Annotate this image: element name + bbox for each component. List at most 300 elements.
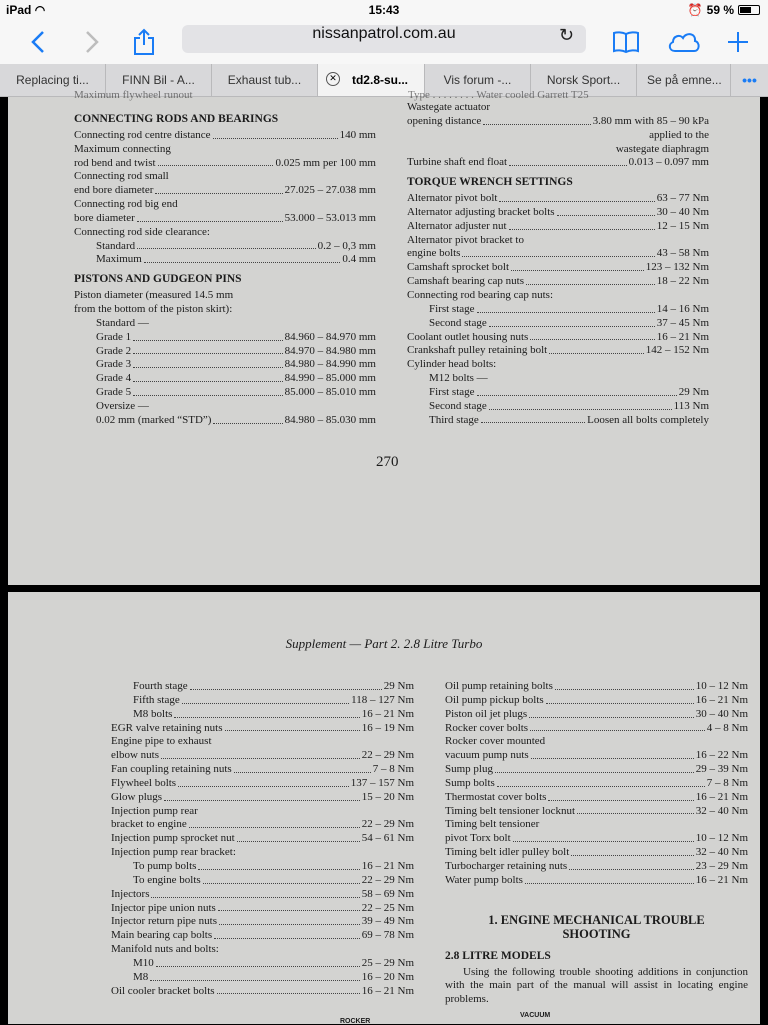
leader-dots xyxy=(237,832,360,842)
spec-value: 22 – 25 Nm xyxy=(361,901,414,914)
spec-text: Engine pipe to exhaust xyxy=(111,735,212,748)
spec-value: 0.013 – 0.097 mm xyxy=(628,156,709,169)
spec-row xyxy=(74,184,376,198)
spec-value: 69 – 78 Nm xyxy=(361,929,414,942)
spec-label: M8 xyxy=(133,970,149,983)
wifi-icon: ◠ xyxy=(34,3,46,17)
spec-label: Grade 3 xyxy=(96,358,132,371)
spec-label: Camshaft sprocket bolt xyxy=(407,261,510,274)
spec-row xyxy=(74,358,376,372)
spec-row xyxy=(445,791,748,805)
spec-value: 142 – 152 Nm xyxy=(645,344,709,357)
spec-row xyxy=(111,791,414,805)
tab-5[interactable]: Vis forum -... xyxy=(425,64,531,96)
spec-text: wastegate diaphragm xyxy=(615,142,709,155)
leader-dots xyxy=(481,414,585,424)
new-tab-icon[interactable] xyxy=(722,26,754,58)
spec-value: 22 – 29 Nm xyxy=(361,873,414,886)
spec-text: Rocker cover mounted xyxy=(445,735,546,748)
leader-dots xyxy=(489,400,672,410)
spec-row xyxy=(74,386,376,400)
spec-value: 23 – 29 Nm xyxy=(695,859,748,872)
spec-value: 84.970 – 84.980 mm xyxy=(284,344,376,357)
spec-text: Connecting rod side clearance: xyxy=(74,225,210,238)
spec-label: To engine bolts xyxy=(133,873,201,886)
spec-value: 63 – 77 Nm xyxy=(656,192,709,205)
spec-label: Water pump bolts xyxy=(445,873,523,886)
spec-label: Main bearing cap bolts xyxy=(111,929,213,942)
leader-dots xyxy=(513,832,694,842)
spec-text: Injection pump rear xyxy=(111,804,198,817)
spec-row xyxy=(407,156,709,170)
spec-row xyxy=(407,400,709,414)
battery-status xyxy=(688,3,760,17)
spec-row xyxy=(111,832,414,846)
leader-dots xyxy=(509,156,627,166)
leader-dots xyxy=(133,358,283,368)
spec-row xyxy=(445,763,748,777)
tab-2[interactable]: FINN Bil - A... xyxy=(106,64,212,96)
leader-dots xyxy=(509,220,655,230)
leader-dots xyxy=(203,874,360,884)
spec-row xyxy=(111,777,414,791)
spec-label: M8 bolts xyxy=(133,707,173,720)
spec-label: Oil pump retaining bolts xyxy=(445,680,553,692)
leader-dots xyxy=(571,846,693,856)
spec-row xyxy=(445,777,748,791)
spec-label: Fifth stage xyxy=(133,693,180,706)
spec-value: 37 – 45 Nm xyxy=(656,316,709,329)
leader-dots xyxy=(161,749,360,759)
spec-value: 137 – 157 Nm xyxy=(350,776,414,789)
leader-dots xyxy=(164,791,360,801)
spec-value: 16 – 21 Nm xyxy=(656,330,709,343)
spec-row xyxy=(445,708,748,722)
leader-dots xyxy=(137,212,283,222)
spec-label: rod bend and twist xyxy=(74,156,156,169)
spec-row xyxy=(111,722,414,736)
spec-label: Coolant outlet housing nuts xyxy=(407,330,529,343)
spec-row xyxy=(407,275,709,289)
spec-row xyxy=(111,902,414,916)
spec-value: 30 – 40 Nm xyxy=(695,707,748,720)
torque-column-left xyxy=(111,680,414,998)
battery-percent: 59 % xyxy=(706,3,734,17)
spec-text: M12 bolts — xyxy=(429,372,488,385)
leader-dots xyxy=(218,902,360,912)
spec-label: Second stage xyxy=(429,316,487,329)
spec-label: elbow nuts xyxy=(111,749,159,762)
spec-column-left xyxy=(74,107,376,428)
spec-row xyxy=(407,331,709,345)
spec-value: 7 – 8 Nm xyxy=(372,763,414,776)
spec-value: 16 – 21 Nm xyxy=(361,859,414,872)
spec-value: 43 – 58 Nm xyxy=(656,247,709,260)
spec-label: Injector pipe union nuts xyxy=(111,901,216,914)
leader-dots xyxy=(178,777,349,787)
leader-dots xyxy=(477,303,655,313)
spec-row xyxy=(445,694,748,708)
spec-value: 0.4 mm xyxy=(342,253,376,266)
leader-dots xyxy=(198,860,359,870)
leader-dots xyxy=(182,694,349,704)
spec-row xyxy=(111,763,414,777)
spec-label: Alternator adjuster nut xyxy=(407,219,507,232)
spec-row xyxy=(407,247,709,261)
spec-row xyxy=(111,985,414,999)
section-heading: CONNECTING RODS AND BEARINGS xyxy=(74,113,279,125)
tab-7-label: Se på emne... xyxy=(647,73,722,87)
spec-value: 32 – 40 Nm xyxy=(695,846,748,859)
leader-dots xyxy=(151,888,359,898)
spec-value: 25 – 29 Nm xyxy=(361,956,414,969)
spec-label: Standard xyxy=(96,239,136,252)
spec-value: 84.980 – 85.030 mm xyxy=(284,413,376,426)
spec-text: applied to the xyxy=(649,128,709,141)
trouble-shooting-section xyxy=(445,906,748,1006)
spec-value: 123 – 132 Nm xyxy=(645,261,709,274)
leader-dots xyxy=(511,261,644,271)
spec-label: opening distance xyxy=(407,114,482,127)
url-text: nissanpatrol.com.au xyxy=(312,25,456,42)
spec-value: 0.025 mm per 100 mm xyxy=(275,156,376,169)
spec-row xyxy=(111,915,414,929)
spec-row xyxy=(407,192,709,206)
scanned-page-270 xyxy=(8,89,760,585)
spec-label: bore diameter xyxy=(74,211,135,224)
leader-dots xyxy=(489,317,655,327)
spec-label: Second stage xyxy=(429,399,487,412)
leader-dots xyxy=(526,275,655,285)
spec-value: 84.980 – 84.990 mm xyxy=(284,358,376,371)
spec-row xyxy=(445,722,748,736)
spec-label: Oil cooler bracket bolts xyxy=(111,984,215,997)
spec-label: Glow plugs xyxy=(111,790,163,803)
spec-value: 84.990 – 85.000 mm xyxy=(284,372,376,385)
spec-label: pivot Torx bolt xyxy=(445,832,511,845)
forward-icon[interactable] xyxy=(76,26,108,58)
spec-row xyxy=(111,708,414,722)
leader-dots xyxy=(133,372,283,382)
tab-active-label: td2.8-su... xyxy=(351,73,408,87)
spec-label: Connecting rod centre distance xyxy=(74,128,211,141)
spec-label: Grade 2 xyxy=(96,344,132,357)
leader-dots xyxy=(225,722,360,732)
cut-off-line-left: Maximum flywheel runout xyxy=(74,89,193,101)
leader-dots xyxy=(155,184,282,194)
spec-row xyxy=(111,860,414,874)
spec-value: 18 – 22 Nm xyxy=(656,275,709,288)
spec-label: To pump bolts xyxy=(133,859,197,872)
spec-label: vacuum pump nuts xyxy=(445,749,529,762)
leader-dots xyxy=(156,957,360,967)
spec-text: from the bottom of the piston skirt): xyxy=(74,302,233,315)
leader-dots xyxy=(483,115,590,125)
spec-label: Grade 5 xyxy=(96,386,132,399)
leader-dots xyxy=(133,386,283,396)
leader-dots xyxy=(217,985,360,995)
spec-label: Grade 4 xyxy=(96,372,132,385)
spec-label: Alternator adjusting bracket bolts xyxy=(407,205,555,218)
browser-toolbar xyxy=(0,20,768,64)
spec-value: 4 – 8 Nm xyxy=(706,721,748,734)
spec-row xyxy=(407,220,709,234)
spec-label: Injector return pipe nuts xyxy=(111,915,217,928)
spec-text: Timing belt tensioner xyxy=(445,818,540,831)
spec-value: 118 – 127 Nm xyxy=(351,693,414,706)
spec-text: Piston diameter (measured 14.5 mm xyxy=(74,289,234,302)
spec-row xyxy=(74,345,376,359)
spec-value: 15 – 20 Nm xyxy=(361,790,414,803)
leader-dots xyxy=(190,680,382,690)
spec-value: 10 – 12 Nm xyxy=(695,680,748,692)
page-number: 270 xyxy=(376,454,399,470)
spec-value: 22 – 29 Nm xyxy=(361,818,414,831)
spec-label: Crankshaft pulley retaining bolt xyxy=(407,344,548,357)
spec-text: Manifold nuts and bolts: xyxy=(111,943,219,956)
bookmarks-icon[interactable] xyxy=(610,26,642,58)
spec-row xyxy=(74,331,376,345)
spec-value: 85.000 – 85.010 mm xyxy=(284,386,376,399)
spec-row xyxy=(74,253,376,267)
spec-label: First stage xyxy=(429,302,475,315)
leader-dots xyxy=(174,708,359,718)
leader-dots xyxy=(555,680,694,690)
leader-dots xyxy=(549,344,644,354)
spec-label: Camshaft bearing cap nuts xyxy=(407,275,524,288)
spec-row xyxy=(111,680,414,694)
leader-dots xyxy=(529,708,694,718)
leader-dots xyxy=(499,192,654,202)
spec-value: 29 Nm xyxy=(383,680,414,692)
spec-column-right xyxy=(407,101,709,427)
back-icon[interactable] xyxy=(22,26,54,58)
leader-dots xyxy=(531,749,694,759)
spec-row xyxy=(407,414,709,428)
spec-row xyxy=(407,303,709,317)
spec-value: 39 – 49 Nm xyxy=(361,915,414,928)
spec-text: Wastegate actuator xyxy=(407,101,491,113)
spec-label: Thermostat cover bolts xyxy=(445,790,547,803)
spec-label: Sump bolts xyxy=(445,776,495,789)
spec-row xyxy=(407,386,709,400)
leader-dots xyxy=(214,929,360,939)
spec-value: 16 – 21 Nm xyxy=(361,984,414,997)
leader-dots xyxy=(234,763,371,773)
section-title: 1. ENGINE MECHANICAL TROUBLE SHOOTING xyxy=(488,913,705,941)
spec-label: Maximum xyxy=(96,253,142,266)
spec-value: 30 – 40 Nm xyxy=(656,205,709,218)
spec-value: 0.2 – 0,3 mm xyxy=(317,239,376,252)
spec-text: Connecting rod small xyxy=(74,170,169,183)
spec-row xyxy=(111,971,414,985)
spec-label: bracket to engine xyxy=(111,818,187,831)
spec-value: 54 – 61 Nm xyxy=(361,832,414,845)
spec-row xyxy=(445,805,748,819)
spec-label: EGR valve retaining nuts xyxy=(111,721,223,734)
spec-value: 32 – 40 Nm xyxy=(695,804,748,817)
spec-label: Flywheel bolts xyxy=(111,776,177,789)
battery-icon xyxy=(738,5,760,15)
spec-value: 12 – 15 Nm xyxy=(656,219,709,232)
cut-off-line-right: Type . . . . . . . . Water cooled Garrett T25 xyxy=(408,89,589,101)
spec-label: Third stage xyxy=(429,413,479,426)
spec-label: Injection pump sprocket nut xyxy=(111,832,235,845)
spec-value: 16 – 21 Nm xyxy=(695,790,748,803)
spec-label: Timing belt tensioner locknut xyxy=(445,804,576,817)
spec-value: 53.000 – 53.013 mm xyxy=(284,211,376,224)
spec-label: Turbine shaft end float xyxy=(407,156,508,169)
spec-row xyxy=(445,680,748,694)
spec-value: 29 – 39 Nm xyxy=(695,763,748,776)
spec-value: 22 – 29 Nm xyxy=(361,749,414,762)
spec-value: 16 – 19 Nm xyxy=(361,721,414,734)
spec-text: Maximum connecting xyxy=(74,142,171,155)
leader-dots xyxy=(525,874,694,884)
spec-label: Alternator pivot bolt xyxy=(407,192,498,205)
leader-dots xyxy=(462,247,654,257)
spec-label: Injectors xyxy=(111,887,150,900)
leader-dots xyxy=(144,253,341,263)
spec-value: 16 – 21 Nm xyxy=(695,693,748,706)
leader-dots xyxy=(530,331,654,341)
spec-row xyxy=(445,846,748,860)
spec-row xyxy=(111,694,414,708)
spec-value: 84.960 – 84.970 mm xyxy=(284,330,376,343)
spec-row xyxy=(407,206,709,220)
spec-row xyxy=(74,240,376,254)
spec-value: 16 – 22 Nm xyxy=(695,749,748,762)
spec-row xyxy=(445,832,748,846)
leader-dots xyxy=(133,331,283,341)
spec-value: Loosen all bolts completely xyxy=(587,413,709,426)
spec-label: Fan coupling retaining nuts xyxy=(111,763,232,776)
spec-value: 7 – 8 Nm xyxy=(706,776,748,789)
spec-value: 27.025 – 27.038 mm xyxy=(284,184,376,197)
spec-label: engine bolts xyxy=(407,247,461,260)
spec-label: M10 xyxy=(133,956,154,969)
spec-row xyxy=(407,344,709,358)
spec-row xyxy=(74,129,376,143)
spec-value: 29 Nm xyxy=(678,385,709,398)
section-paragraph: Using the following trouble shooting additions in conjunction with the main part of the manual will assist in locating engine problems. xyxy=(445,965,748,1005)
leader-dots xyxy=(557,206,655,216)
leader-dots xyxy=(213,129,338,139)
section-heading: TORQUE WRENCH SETTINGS xyxy=(407,176,573,189)
leader-dots xyxy=(577,805,694,815)
spec-label: Grade 1 xyxy=(96,330,132,343)
spec-row xyxy=(111,888,414,902)
spec-row xyxy=(407,115,709,129)
spec-value: 113 Nm xyxy=(673,399,709,412)
more-tabs-icon[interactable]: ••• xyxy=(742,72,757,88)
spec-row xyxy=(407,261,709,275)
spec-label: First stage xyxy=(429,385,475,398)
status-bar xyxy=(0,0,768,20)
spec-label: Timing belt idler pulley bolt xyxy=(445,846,570,859)
leader-dots xyxy=(158,157,274,167)
spec-text: Injection pump rear bracket: xyxy=(111,846,236,859)
spec-text: Cylinder head bolts: xyxy=(407,358,497,371)
spec-label: Oil pump pickup bolts xyxy=(445,693,544,706)
tab-6[interactable]: Norsk Sport... xyxy=(531,64,637,96)
close-tab-icon[interactable]: ✕ xyxy=(326,72,340,86)
torque-column-right xyxy=(445,680,748,888)
leader-dots xyxy=(530,722,705,732)
icloud-tabs-icon[interactable] xyxy=(664,26,704,58)
spec-row xyxy=(74,212,376,226)
spec-label: Sump plug xyxy=(445,763,493,776)
spec-value: 16 – 21 Nm xyxy=(695,873,748,886)
share-icon[interactable] xyxy=(128,26,160,58)
reload-icon[interactable]: ↻ xyxy=(558,25,574,46)
leader-dots xyxy=(569,860,694,870)
tab-1[interactable]: Replacing ti... xyxy=(0,64,106,96)
leader-dots xyxy=(495,763,694,773)
address-bar[interactable] xyxy=(182,25,586,53)
clock: 15:43 xyxy=(368,3,400,17)
leader-dots xyxy=(133,345,283,355)
leader-dots xyxy=(189,818,360,828)
spec-text: Alternator pivot bracket to xyxy=(407,233,524,246)
spec-value: 14 – 16 Nm xyxy=(656,302,709,315)
diagram-label-rocker: ROCKER xyxy=(340,1018,371,1025)
spec-row xyxy=(74,372,376,386)
leader-dots xyxy=(137,240,316,250)
spec-value: 10 – 12 Nm xyxy=(695,832,748,845)
leader-dots xyxy=(219,915,360,925)
leader-dots xyxy=(497,777,705,787)
section-subheading: 2.8 LITRE MODELS xyxy=(445,949,551,962)
spec-text: Connecting rod big end xyxy=(74,198,178,211)
spec-row xyxy=(445,749,748,763)
diagram-label-vacuum: VACUUM xyxy=(520,1012,551,1019)
spec-row xyxy=(407,317,709,331)
leader-dots xyxy=(548,791,693,801)
spec-label: Turbocharger retaining nuts xyxy=(445,859,568,872)
spec-row xyxy=(111,818,414,832)
spec-row xyxy=(111,749,414,763)
spec-text: Oversize — xyxy=(96,399,149,412)
spec-row xyxy=(74,414,376,428)
spec-value: 3.80 mm with 85 – 90 kPa xyxy=(592,114,709,127)
spec-row xyxy=(445,860,748,874)
scanned-page-supplement xyxy=(8,592,760,1024)
spec-value: 58 – 69 Nm xyxy=(361,887,414,900)
spec-label: Fourth stage xyxy=(133,680,188,692)
leader-dots xyxy=(477,386,677,396)
spec-value: 140 mm xyxy=(339,128,376,141)
spec-row xyxy=(445,874,748,888)
spec-row xyxy=(111,874,414,888)
spec-row xyxy=(74,157,376,171)
spec-row xyxy=(111,929,414,943)
spec-text: Standard — xyxy=(96,316,149,329)
spec-value: 16 – 21 Nm xyxy=(361,707,414,720)
page-heading: Supplement — Part 2. 2.8 Litre Turbo xyxy=(285,636,483,651)
leader-dots xyxy=(546,694,694,704)
spec-label: Rocker cover bolts xyxy=(445,721,529,734)
spec-label: end bore diameter xyxy=(74,184,154,197)
spec-row xyxy=(111,957,414,971)
leader-dots xyxy=(213,414,282,424)
spec-text: Connecting rod bearing cap nuts: xyxy=(407,288,554,301)
alarm-icon: ⏰ xyxy=(687,3,703,17)
tab-3[interactable]: Exhaust tub... xyxy=(212,64,318,96)
section-heading: PISTONS AND GUDGEON PINS xyxy=(74,273,242,286)
leader-dots xyxy=(150,971,359,981)
spec-value: 16 – 20 Nm xyxy=(361,970,414,983)
